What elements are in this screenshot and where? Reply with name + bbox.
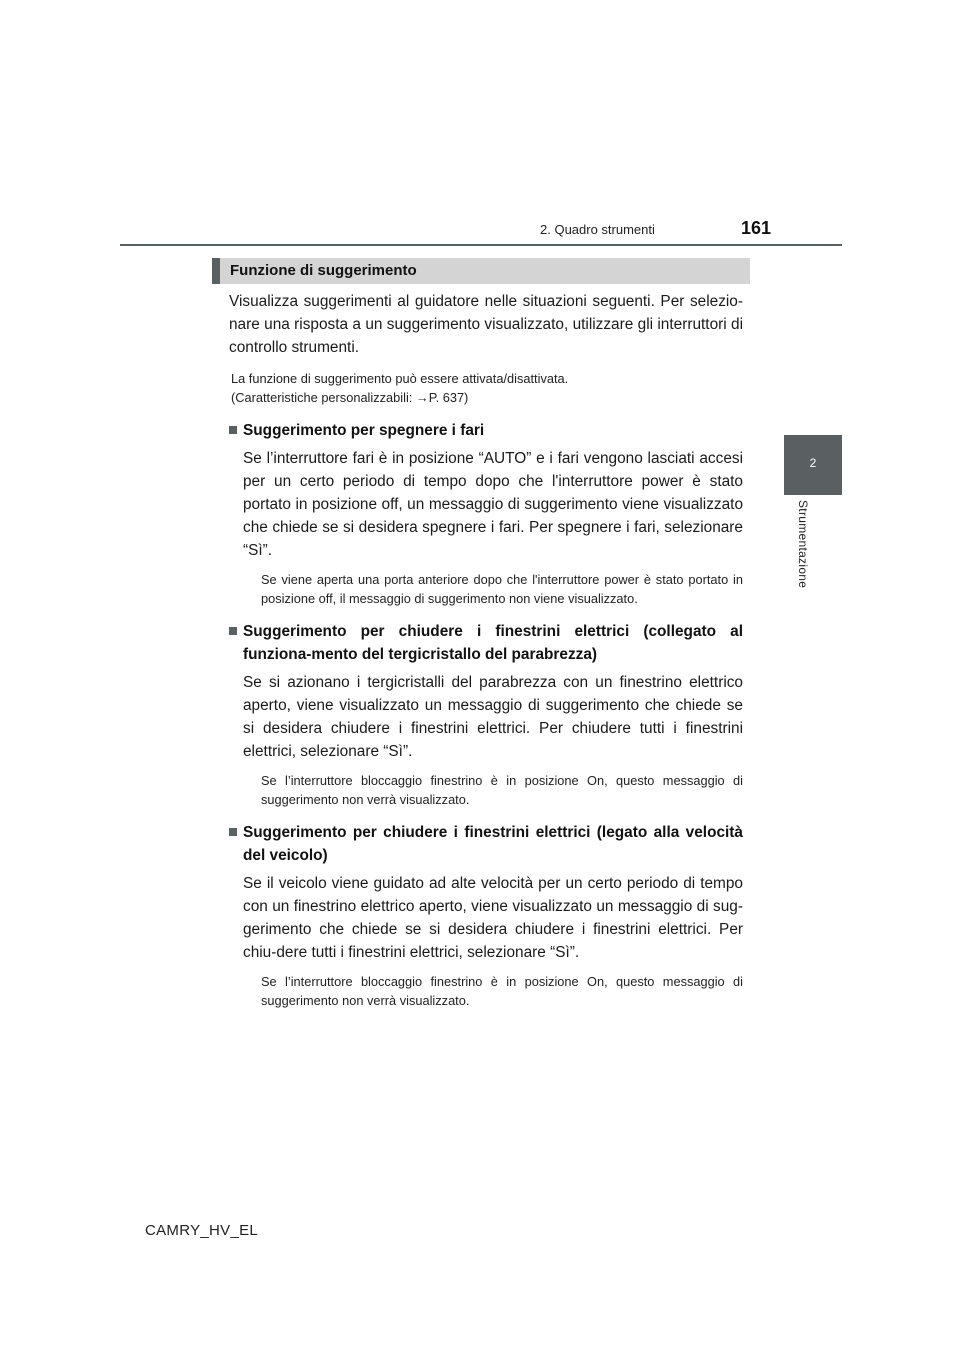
chapter-tab: 2 xyxy=(784,435,842,495)
item-title-wrapper xyxy=(229,419,743,442)
bullet-square-icon xyxy=(229,627,237,635)
content xyxy=(229,290,743,1010)
item-note: Se l’interruttore bloccaggio finestrino è in posizione On, questo messaggio di suggerimento non verrà visualizzato. xyxy=(261,974,743,1008)
section-note-line: La funzione di suggerimento può essere attivata/disattivata. xyxy=(231,371,569,386)
item-title: Suggerimento per spegnere i fari xyxy=(243,422,485,439)
section-note-reference: (Caratteristiche personalizzabili: →P. 637) xyxy=(231,390,469,405)
section-title: Funzione di suggerimento xyxy=(212,258,750,284)
section-note xyxy=(229,369,743,407)
item-note: Se viene aperta una porta anteriore dopo che l'interruttore power è stato portato in posizione off, il messaggio di suggerimento non viene visualizzato. xyxy=(261,572,743,606)
item-body xyxy=(229,872,743,1010)
section-intro: Visualizza suggerimenti al guidatore nelle situazioni seguenti. Per selezio-nare una risposta a un suggerimento visualizzato, utilizzare gli interruttori di controllo strumenti. xyxy=(229,293,743,356)
item-body xyxy=(229,447,743,608)
list-item xyxy=(229,620,743,809)
item-text: Se si azionano i tergicristalli del parabrezza con un finestrino elettrico aperto, viene visualizzato un messaggio di suggerimento che chiede se si desidera chiudere i finestrini elettrici. Per chiudere tutti i finestrini elettrici, selezionare “Sì”. xyxy=(243,674,743,760)
chapter-tab-label: Strumentazione xyxy=(796,500,810,589)
item-title: Suggerimento per chiudere i finestrini elettrici (collegato al funziona-mento del tergicristallo del parabrezza) xyxy=(243,623,743,663)
page-number: 161 xyxy=(741,218,772,238)
list-item xyxy=(229,821,743,1010)
item-body xyxy=(229,671,743,809)
item-text: Se il veicolo viene guidato ad alte velocità per un certo periodo di tempo con un finestrino elettrico aperto, viene visualizzato un messaggio di sug-gerimento che chiede se si desidera chiudere i finestrini elettrici. Per chiu-dere tutti i finestrini elettrici, selezionare “Sì”. xyxy=(243,875,743,961)
item-text: Se l’interruttore fari è in posizione “AUTO” e i fari vengono lasciati accesi per un certo periodo di tempo dopo che l'interruttore power è stato portato in posizione off, un messaggio di suggerimento viene visualizzato che chiede se si desidera spegnere i fari. Per spegnere i fari, selezionare “Sì”. xyxy=(243,450,743,559)
footer-code: CAMRY_HV_EL xyxy=(145,1222,259,1239)
item-title-wrapper xyxy=(229,620,743,666)
item-note: Se l’interruttore bloccaggio finestrino è in posizione On, questo messaggio di suggerimento non verrà visualizzato. xyxy=(261,773,743,807)
item-title: Suggerimento per chiudere i finestrini elettrici (legato alla velocità del veicolo) xyxy=(243,824,743,864)
list-item xyxy=(229,419,743,608)
item-title-wrapper xyxy=(229,821,743,867)
bullet-square-icon xyxy=(229,426,237,434)
header-divider xyxy=(120,244,842,246)
chapter-header: 2. Quadro strumenti xyxy=(540,222,655,237)
bullet-square-icon xyxy=(229,828,237,836)
